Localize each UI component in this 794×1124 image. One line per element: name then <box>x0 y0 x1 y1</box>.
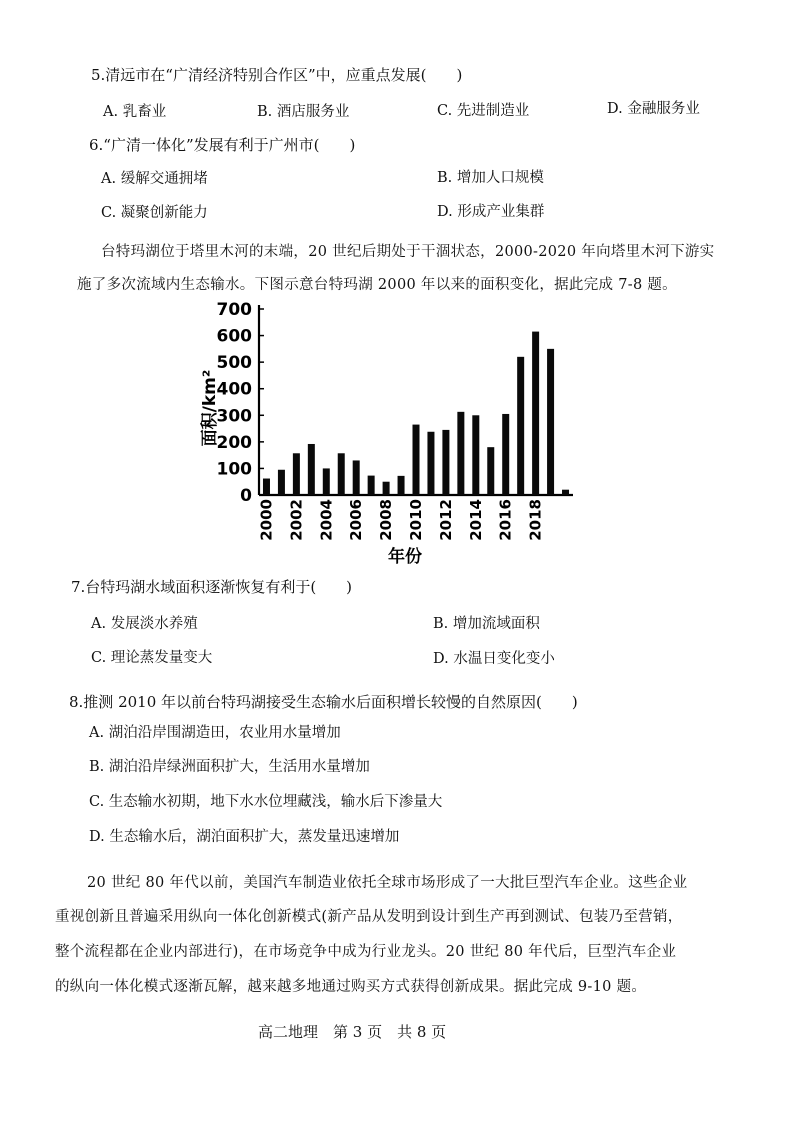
bar-2002 <box>293 453 300 495</box>
intro-9-10-line2: 重视创新且普遍采用纵向一体化创新模式(新产品从发明到设计到生产再到测试、包装乃至营销， <box>55 909 683 925</box>
x-tick-label-2018: 2018 <box>526 499 545 541</box>
q5-stem: 5.清远市在“广清经济特别合作区”中，应重点发展( ) <box>91 66 463 84</box>
bar-2016 <box>502 414 509 495</box>
x-tick-label-2008: 2008 <box>377 499 396 541</box>
bar-2003 <box>308 444 315 495</box>
q8-option-d[interactable]: D. 生态输水后，湖泊面积扩大，蒸发量迅速增加 <box>89 829 400 845</box>
bar-2004 <box>323 468 330 495</box>
bar-2006 <box>353 460 360 495</box>
q6-stem: 6.“广清一体化”发展有利于广州市( ) <box>89 136 356 154</box>
q5-option-b[interactable]: B. 酒店服务业 <box>257 104 350 120</box>
q6-option-d[interactable]: D. 形成产业集群 <box>437 204 545 220</box>
y-tick-label-600: 600 <box>216 326 252 347</box>
q8-option-b[interactable]: B. 湖泊沿岸绿洲面积扩大，生活用水量增加 <box>89 759 370 775</box>
q7-option-b[interactable]: B. 增加流域面积 <box>433 616 540 632</box>
x-tick-label-2016: 2016 <box>496 499 515 541</box>
intro-7-8-line1: 台特玛湖位于塔里木河的末端，20 世纪后期处于干涸状态，2000-2020 年向塔里木河下游实 <box>101 244 715 260</box>
bar-2010 <box>413 425 420 495</box>
q8-stem: 8.推测 2010 年以前台特玛湖接受生态输水后面积增长较慢的自然原因( ) <box>69 693 578 711</box>
y-tick-label-500: 500 <box>216 353 252 374</box>
y-tick-label-300: 300 <box>216 406 252 427</box>
x-tick-label-2012: 2012 <box>436 499 455 541</box>
x-tick-label-2004: 2004 <box>317 499 336 541</box>
bar-2014 <box>472 415 479 495</box>
intro-9-10-line3: 整个流程都在企业内部进行)，在市场竞争中成为行业龙头。20 世纪 80 年代后，巨型汽车企业 <box>55 944 677 960</box>
intro-9-10-line1: 20 世纪 80 年代以前，美国汽车制造业依托全球市场形成了一大批巨型汽车企业。这些企业 <box>87 875 688 891</box>
q6-option-b[interactable]: B. 增加人口规模 <box>437 170 544 186</box>
intro-9-10-line4: 的纵向一体化模式逐渐瓦解，越来越多地通过购买方式获得创新成果。据此完成 9-10 题。 <box>55 979 647 995</box>
q5-option-d[interactable]: D. 金融服务业 <box>607 101 700 117</box>
x-tick-label-2014: 2014 <box>466 499 485 541</box>
q8-option-c[interactable]: C. 生态输水初期，地下水水位埋藏浅，输水后下渗量大 <box>89 794 443 810</box>
q6-option-c[interactable]: C. 凝聚创新能力 <box>101 205 208 221</box>
bar-2000 <box>263 479 270 495</box>
q8-option-a[interactable]: A. 湖泊沿岸围湖造田，农业用水量增加 <box>89 725 341 741</box>
bar-2015 <box>487 447 494 495</box>
y-tick-label-700: 700 <box>216 300 252 320</box>
y-tick-label-100: 100 <box>216 459 252 480</box>
x-tick-label-2002: 2002 <box>287 499 306 541</box>
q5-option-c[interactable]: C. 先进制造业 <box>437 103 530 119</box>
y-axis-label: 面积/km² <box>200 369 220 447</box>
q7-option-d[interactable]: D. 水温日变化变小 <box>433 651 555 667</box>
intro-7-8-line2: 施了多次流域内生态输水。下图示意台特玛湖 2000 年以来的面积变化，据此完成 7-8 题。 <box>77 277 677 293</box>
x-axis-label: 年份 <box>388 547 422 567</box>
page-footer: 高二地理 第 3 页 共 8 页 <box>258 1023 447 1041</box>
q6-option-a[interactable]: A. 缓解交通拥堵 <box>101 171 208 187</box>
x-tick-label-2010: 2010 <box>407 499 425 541</box>
q7-option-a[interactable]: A. 发展淡水养殖 <box>91 616 198 632</box>
bar-2011 <box>427 432 434 495</box>
y-tick-label-200: 200 <box>216 432 252 453</box>
bar-2005 <box>338 453 345 495</box>
bar-2008 <box>383 482 390 495</box>
bar-2001 <box>278 470 285 495</box>
bar-2017 <box>517 357 524 495</box>
y-tick-label-400: 400 <box>216 379 252 400</box>
bar-2018 <box>532 332 539 495</box>
x-tick-label-2006: 2006 <box>347 499 366 541</box>
q5-option-a[interactable]: A. 乳畜业 <box>103 104 167 120</box>
bar-2020 <box>562 490 569 495</box>
bar-2019 <box>547 349 554 495</box>
bar-2013 <box>457 412 464 495</box>
q7-option-c[interactable]: C. 理论蒸发量变大 <box>91 650 213 666</box>
q7-stem: 7.台特玛湖水域面积逐渐恢复有利于( ) <box>71 578 353 596</box>
bar-2012 <box>442 430 449 495</box>
bar-2009 <box>398 476 405 495</box>
y-tick-label-0: 0 <box>240 486 252 506</box>
bar-2007 <box>368 476 375 495</box>
x-tick-label-2000: 2000 <box>257 499 276 541</box>
lake-area-bar-chart <box>195 298 585 570</box>
